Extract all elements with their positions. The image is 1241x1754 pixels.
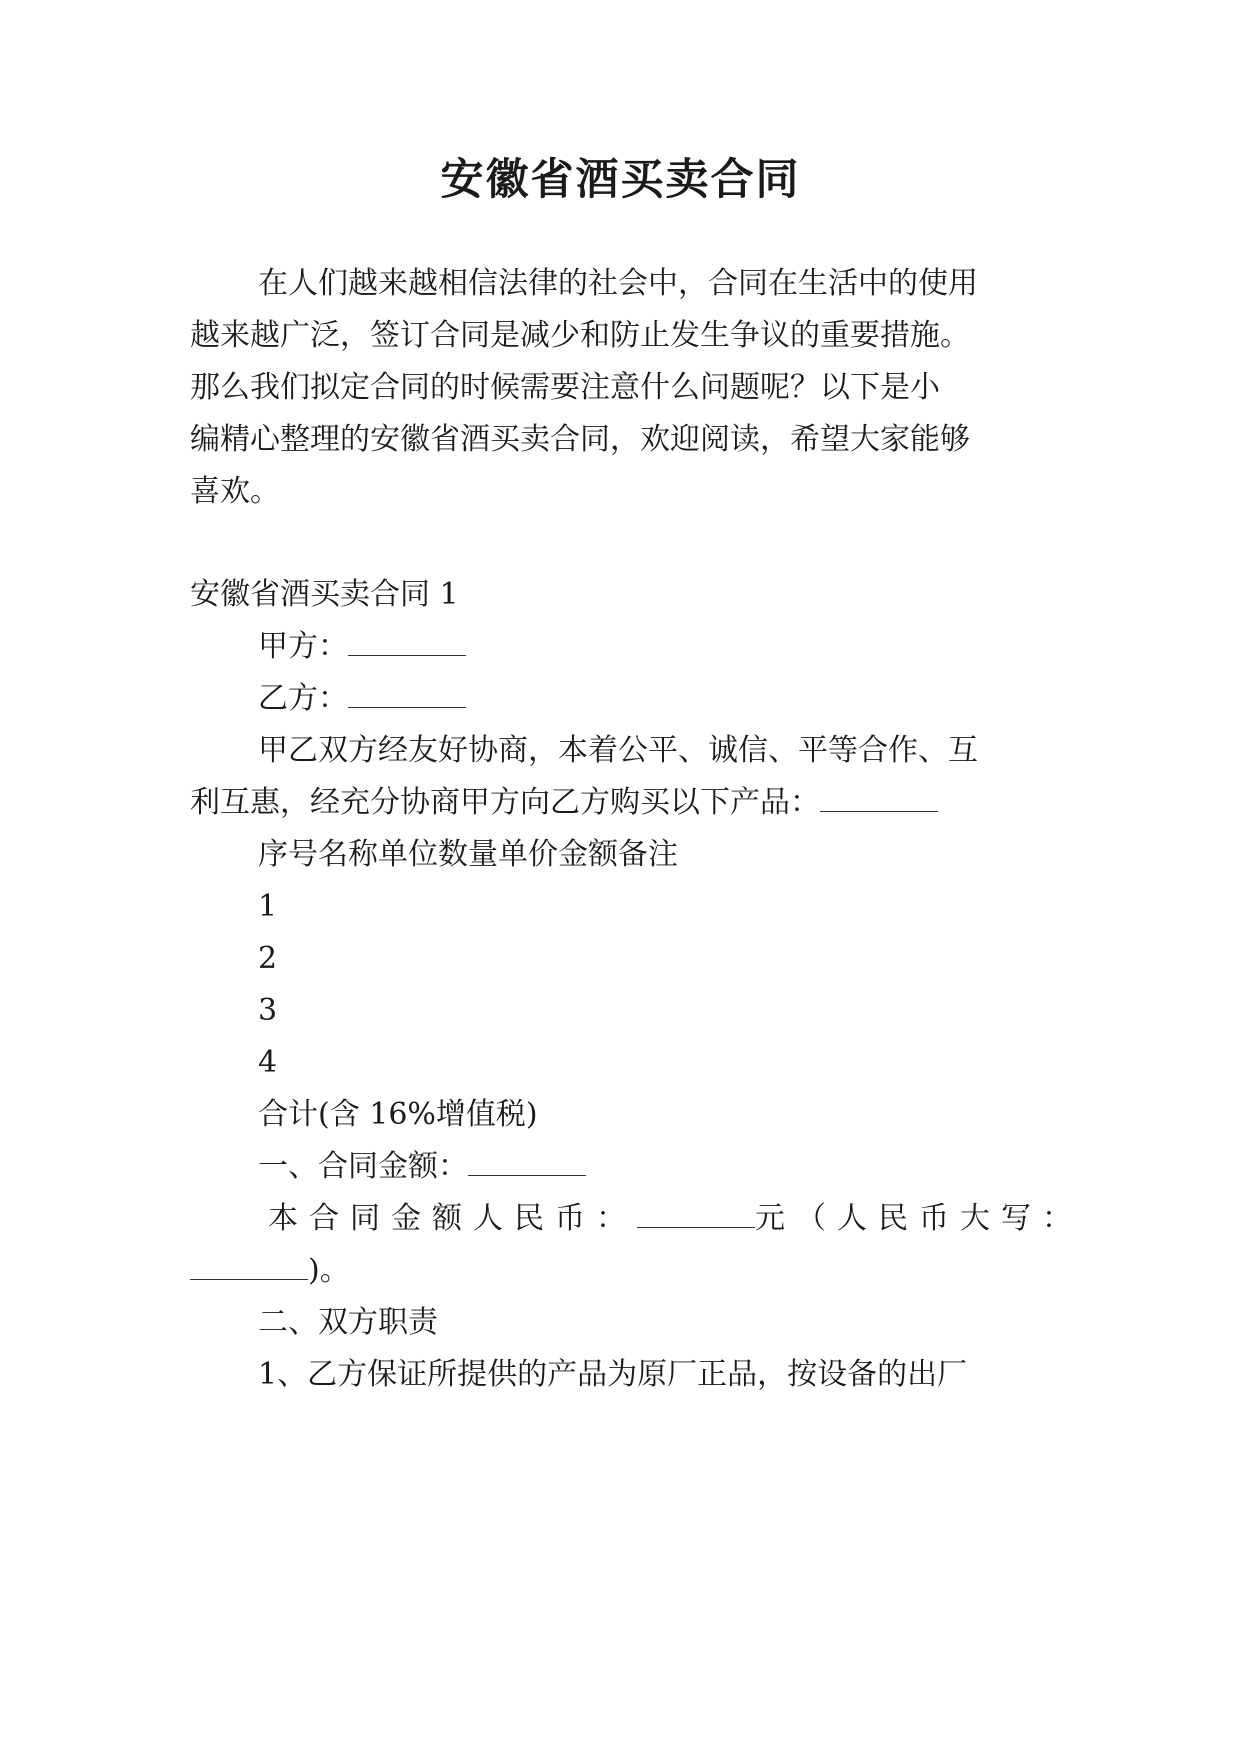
table-row-3: 3 [258, 993, 278, 1028]
table-row-1: 1 [258, 889, 278, 924]
amount-heading: 一、合同金额： [258, 1149, 468, 1184]
amount-capital-label: 元（人民币大写： [755, 1201, 1083, 1236]
amount-rmb-line [268, 1199, 1083, 1239]
negotiation-line-1: 甲乙双方经友好协商，本着公平、诚信、平等合作、互 [258, 733, 978, 768]
table-row-4: 4 [258, 1045, 278, 1080]
intro-line-4: 编精心整理的安徽省酒买卖合同，欢迎阅读，希望大家能够 [190, 422, 970, 457]
party-a-blank [348, 627, 466, 656]
party-a-label: 甲方： [258, 629, 348, 664]
party-b-label: 乙方： [258, 681, 348, 716]
party-b-line [258, 679, 466, 719]
intro-line-3: 那么我们拟定合同的时候需要注意什么问题呢？以下是小 [190, 370, 940, 405]
intro-line-2: 越来越广泛，签订合同是减少和防止发生争议的重要措施。 [190, 318, 970, 353]
negotiation-line-2 [190, 783, 938, 823]
amount-capital-blank [190, 1251, 308, 1280]
total-label: 合计(含 16%增值税) [258, 1097, 538, 1132]
duties-heading: 二、双方职责 [258, 1305, 438, 1340]
intro-line-5: 喜欢。 [190, 474, 280, 509]
document-title: 安徽省酒买卖合同 [440, 155, 801, 205]
intro-line-1: 在人们越来越相信法律的社会中，合同在生活中的使用 [258, 266, 978, 301]
amount-blank [468, 1147, 586, 1176]
negotiation-text: 利互惠，经充分协商甲方向乙方购买以下产品： [190, 785, 820, 820]
amount-rmb-blank [637, 1199, 755, 1228]
party-b-blank [348, 679, 466, 708]
amount-heading-line [258, 1147, 586, 1187]
table-header: 序号名称单位数量单价金额备注 [258, 837, 678, 872]
table-row-2: 2 [258, 941, 278, 976]
products-blank [820, 783, 938, 812]
amount-capital-line [190, 1251, 350, 1291]
party-a-line [258, 627, 466, 667]
duty-1: 1、乙方保证所提供的产品为原厂正品，按设备的出厂 [258, 1357, 968, 1392]
section-heading: 安徽省酒买卖合同 1 [190, 577, 459, 612]
amount-rmb-label: 本合同金额人民币： [268, 1201, 637, 1236]
amount-line-end: )。 [308, 1253, 350, 1288]
